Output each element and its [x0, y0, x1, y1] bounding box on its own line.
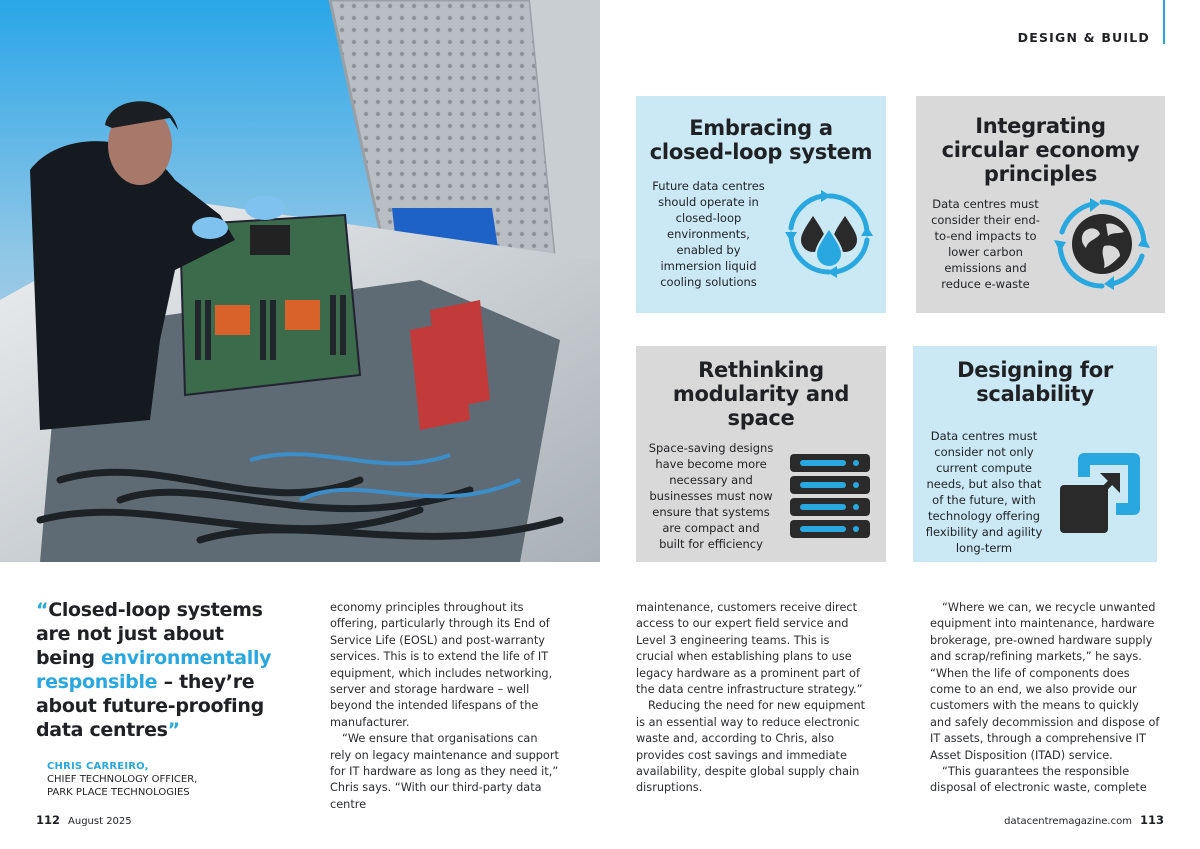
card-body: Data centres must consider not only current compute needs, but also that of the future, with technology offering flexibility and agility long-term [925, 429, 1043, 555]
site-url[interactable]: datacentremagazine.com [1004, 816, 1132, 827]
body-column-2 [636, 600, 868, 797]
server-rack-icon [780, 450, 880, 542]
expand-arrow-icon [1051, 445, 1151, 539]
paragraph: “Where we can, we recycle unwanted equipment into maintenance, hardware brokerage, pre-owned hardware supply and scrap/refining markets,” he says. “When the life of components does come to an end, we also provide our customers with the means to quickly and safely decommission and dispose of IT assets, through a comprehensive IT Asset Disposition (ITAD) service. [930, 601, 1160, 762]
issue-date: August 2025 [68, 816, 132, 827]
section-tag: DESIGN & BUILD [1017, 30, 1150, 45]
card-body: Future data centres should operate in closed-loop environments, enabled by immersion liquid cooling solutions [652, 179, 765, 289]
paragraph: maintenance, customers receive direct access to our expert field service and Level 3 engineering teams. This is crucial when establishing plans to use legacy hardware as a prominent part of the data centre infrastructure strategy.” [636, 601, 863, 697]
close-quote-mark: ” [167, 719, 180, 741]
card-closed-loop [636, 96, 886, 313]
quote-text-part1: Closed-loop systems are not just about being [36, 599, 263, 669]
card-scalability [913, 346, 1157, 562]
card-title: Designing for scalability [957, 358, 1113, 406]
open-quote-mark: “ [36, 599, 49, 621]
paragraph: “This guarantees the responsible disposal of electronic waste, complete [930, 765, 1147, 795]
card-modularity [636, 346, 886, 562]
body-column-1 [330, 600, 562, 813]
folio-left [36, 813, 132, 827]
quote-text-part2: – they’re about future-proofing data centres [36, 671, 264, 741]
attribution-company: PARK PLACE TECHNOLOGIES [47, 787, 190, 798]
quote-accent-text: environmentally responsible [36, 647, 272, 693]
page-number-left: 112 [36, 813, 61, 827]
water-cycle-icon [779, 188, 879, 280]
attribution-name: CHRIS CARREIRO, [47, 761, 149, 772]
section-rule [1163, 0, 1165, 44]
pull-quote [36, 598, 286, 742]
card-body: Data centres must consider their end-to-end impacts to lower carbon emissions and reduce e-waste [931, 197, 1040, 291]
globe-cycle-icon [1049, 196, 1154, 292]
page-number-right: 113 [1139, 813, 1164, 827]
card-body: Space-saving designs have become more necessary and businesses must now ensure that systems are compact and built for efficiency [648, 441, 774, 551]
paragraph: economy principles throughout its offering, particularly through its End of Service Life (EOSL) and post-warranty services. This is to extend the life of IT equipment, which includes networking, server and storage hardware – well beyond the intended lifespans of the manufacturer. [330, 601, 553, 729]
card-title: Integrating circular economy principles [941, 114, 1140, 186]
card-title: Rethinking modularity and space [672, 358, 850, 430]
folio-right [1004, 813, 1164, 827]
body-column-3 [930, 600, 1162, 797]
quote-attribution [47, 760, 277, 799]
card-circular-economy [916, 96, 1165, 313]
hero-photo [0, 0, 600, 562]
attribution-role: CHIEF TECHNOLOGY OFFICER, [47, 774, 198, 785]
paragraph: “We ensure that organisations can rely on legacy maintenance and support for IT hardware as long as they need it,” Chris says. “With our third-party data centre [330, 732, 559, 811]
card-title: Embracing a closed-loop system [649, 116, 873, 164]
paragraph: Reducing the need for new equipment is an essential way to reduce electronic waste and, according to Chris, also provides cost savings and immediate availability, despite global supply chain disruptions. [636, 699, 866, 795]
